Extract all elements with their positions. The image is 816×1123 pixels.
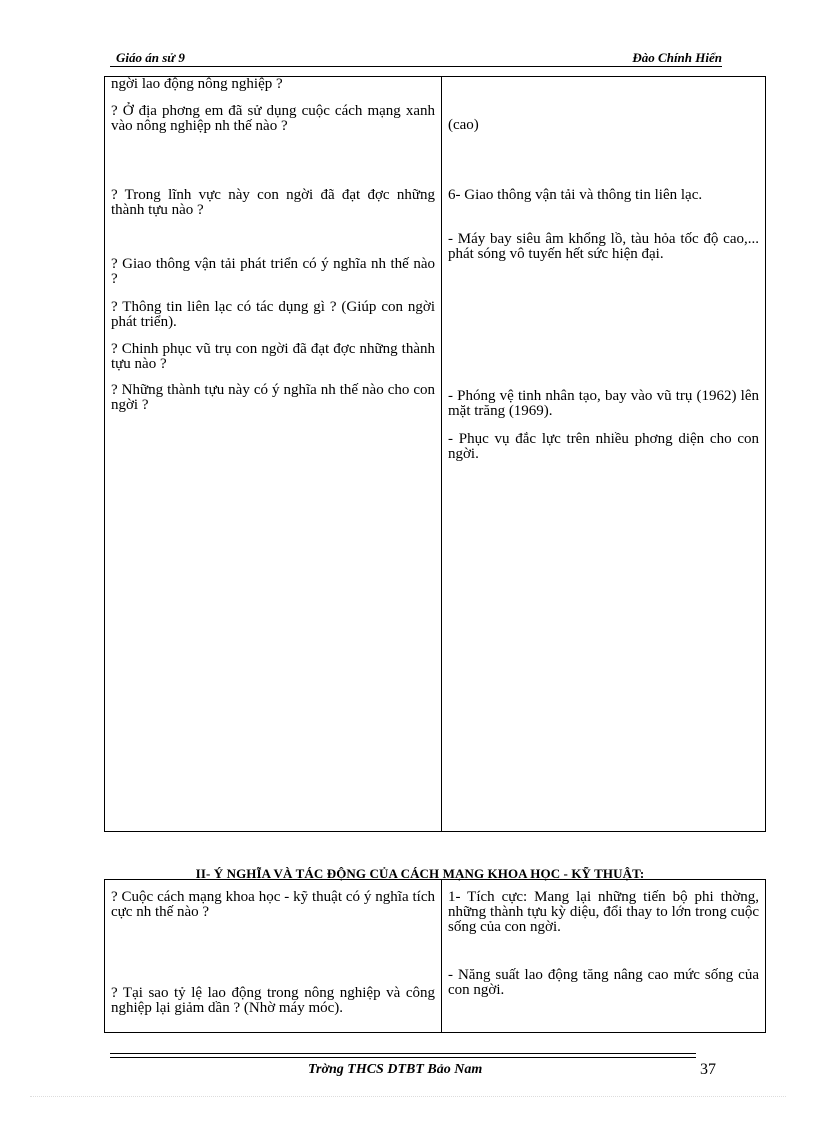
question-text: ? Trong lĩnh vực này con ngời đã đạt đợc những thành tựu nào ? [111, 187, 435, 218]
lesson-table-2 [104, 879, 766, 1033]
question-column [105, 880, 442, 1033]
page-header [110, 48, 722, 67]
header-author: Đào Chính Hiển [632, 50, 722, 65]
answer-text: 6- Giao thông vận tải và thông tin liên lạc. [448, 187, 703, 203]
question-text: ? Tại sao tỷ lệ lao động trong nông nghiệp và công nghiệp lại giảm dần ? (Nhờ máy móc). [111, 985, 435, 1016]
question-text: ngời lao động nông nghiệp ? [111, 76, 283, 92]
answer-column [442, 880, 766, 1033]
section-title: II- Ý NGHĨA VÀ TÁC ĐỘNG CỦA CÁCH MẠNG KHOA HỌC - KỸ THUẬT: [195, 866, 645, 881]
question-text: ? Những thành tựu này có ý nghĩa nh thế nào cho con ngời ? [111, 382, 435, 413]
header-subject: Giáo án sử 9 [116, 50, 185, 65]
footer-rule [110, 1053, 696, 1054]
answer-text: - Phục vụ đắc lực trên nhiều phơng diện cho con ngời. [448, 431, 759, 462]
question-column [105, 77, 442, 832]
page-edge-line [30, 1096, 786, 1097]
footer-school: Trờng THCS DTBT Bảo Nam [308, 1062, 483, 1077]
question-text: ? Chinh phục vũ trụ con ngời đã đạt đợc những thành tựu nào ? [111, 341, 435, 372]
lesson-table-1 [104, 76, 766, 832]
answer-column [442, 77, 766, 832]
answer-text: - Máy bay siêu âm khổng lồ, tàu hỏa tốc độ cao,... phát sóng vô tuyến hết sức hiện đại. [448, 231, 759, 262]
answer-text: - Năng suất lao động tăng nâng cao mức sống của con ngời. [448, 967, 759, 998]
answer-text: (cao) [448, 117, 479, 133]
answer-text: - Phóng vệ tinh nhân tạo, bay vào vũ trụ (1962) lên mặt trăng (1969). [448, 388, 759, 419]
question-text: ? Giao thông vận tải phát triển có ý nghĩa nh thế nào ? [111, 256, 435, 287]
question-text: ? Thông tin liên lạc có tác dụng gì ? (Giúp con ngời phát triển). [111, 299, 435, 330]
question-text: ? Cuộc cách mạng khoa học - kỹ thuật có ý nghĩa tích cực nh thế nào ? [111, 889, 435, 920]
footer-rule [110, 1057, 696, 1058]
page-number: 37 [700, 1061, 716, 1078]
answer-text: 1- Tích cực: Mang lại những tiến bộ phi thờng, những thành tựu kỳ diệu, đổi thay to lớn trong cuộc sống của con ngời. [448, 889, 759, 935]
question-text: ? Ở địa phơng em đã sử dụng cuộc cách mạng xanh vào nông nghiệp nh thế nào ? [111, 103, 435, 134]
